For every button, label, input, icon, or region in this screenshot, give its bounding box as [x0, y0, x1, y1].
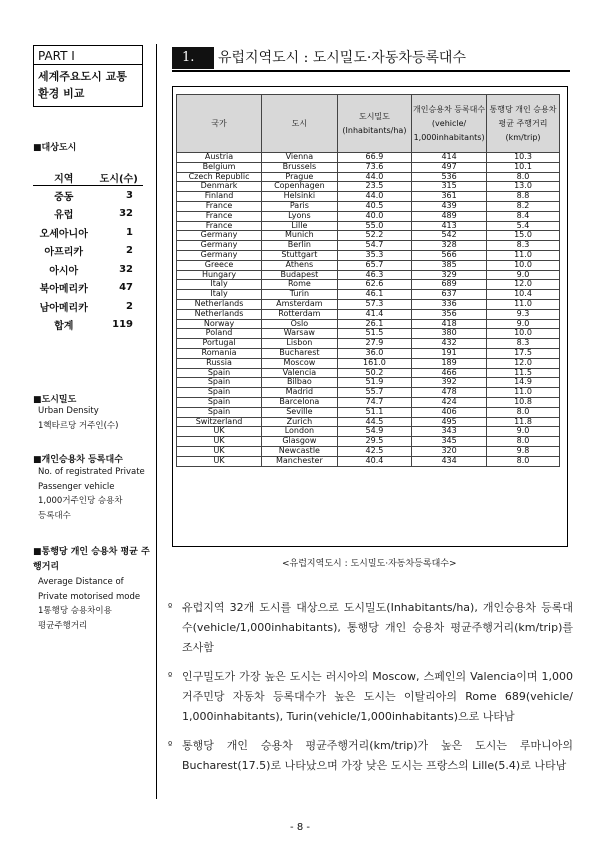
- cell-country: Finland: [177, 192, 262, 202]
- cell-country: UK: [177, 456, 262, 466]
- table-row: [177, 192, 560, 202]
- vehicles-line: 등록대수: [38, 510, 71, 521]
- cell-distance: 10.8: [487, 397, 560, 407]
- regions-header-cell: 도시(수): [94, 170, 143, 186]
- cell-vehicles: 356: [412, 309, 487, 319]
- vehicles-heading: ■개인승용차 등록대수: [33, 455, 123, 465]
- cell-density: 40.0: [337, 211, 411, 221]
- cell-country: Spain: [177, 407, 262, 417]
- header-vehicles: 개인승용차 등록대수 (vehicle/ 1,000inhabitants): [412, 95, 487, 153]
- header-city: 도시: [262, 95, 338, 153]
- region-name: 유럽: [54, 210, 74, 222]
- cell-city: Vienna: [262, 153, 338, 163]
- region-row: [33, 223, 143, 242]
- cell-density: 46.3: [337, 270, 411, 280]
- region-row: [33, 279, 143, 298]
- table-row: [177, 260, 560, 270]
- cell-distance: 9.3: [487, 309, 560, 319]
- cell-city: London: [262, 427, 338, 437]
- cell-city: Barcelona: [262, 397, 338, 407]
- cell-density: 44.0: [337, 192, 411, 202]
- cell-vehicles: 320: [412, 446, 487, 456]
- cell-distance: 14.9: [487, 378, 560, 388]
- cell-density: 27.9: [337, 339, 411, 349]
- cell-country: UK: [177, 446, 262, 456]
- cell-city: Warsaw: [262, 329, 338, 339]
- header-country: 국가: [177, 95, 262, 153]
- cell-city: Paris: [262, 201, 338, 211]
- region-name: 합계: [54, 321, 74, 333]
- cell-country: Spain: [177, 397, 262, 407]
- cell-distance: 8.4: [487, 211, 560, 221]
- cell-density: 161.0: [337, 358, 411, 368]
- table-caption: <유럽지역도시 : 도시밀도·자동차등록대수>: [282, 559, 457, 569]
- header-distance: 통행당 개인 승용차 평균 주행거리 (km/trip): [487, 95, 560, 153]
- cell-city: Moscow: [262, 358, 338, 368]
- cell-city: Newcastle: [262, 446, 338, 456]
- region-name: 아프리카: [44, 247, 84, 259]
- table-row: [177, 241, 560, 251]
- cell-country: UK: [177, 427, 262, 437]
- cell-density: 41.4: [337, 309, 411, 319]
- cell-vehicles: 328: [412, 241, 487, 251]
- cell-vehicles: 343: [412, 427, 487, 437]
- region-count: 119: [112, 319, 133, 331]
- cell-city: Berlin: [262, 241, 338, 251]
- cell-vehicles: 536: [412, 172, 487, 182]
- cell-density: 62.6: [337, 280, 411, 290]
- density-heading: ■도시밀도: [33, 395, 77, 405]
- cell-density: 57.3: [337, 299, 411, 309]
- cell-country: France: [177, 211, 262, 221]
- bullet-text: 통행당 개인 승용차 평균주행거리(km/trip)가 높은 도시는 루마니아의 Bucharest(17.5)로 나타났으며 가장 낮은 도시는 프랑스의 Lille(5.4)로 나타남: [182, 739, 573, 772]
- vehicles-description: [38, 465, 153, 523]
- cell-density: 55.7: [337, 388, 411, 398]
- table-row: [177, 456, 560, 466]
- cell-city: Zurich: [262, 417, 338, 427]
- cell-country: Portugal: [177, 339, 262, 349]
- cell-density: 54.9: [337, 427, 411, 437]
- cell-city: Glasgow: [262, 437, 338, 447]
- density-line: 1헥타르당 거주인(수): [38, 420, 119, 431]
- cell-city: Stuttgart: [262, 250, 338, 260]
- region-count: 32: [119, 263, 133, 275]
- region-name: 남아메리카: [39, 302, 88, 314]
- cell-density: 44.0: [337, 172, 411, 182]
- cell-density: 65.7: [337, 260, 411, 270]
- cell-vehicles: 439: [412, 201, 487, 211]
- header-density: 도시밀도 (Inhabitants/ha): [337, 95, 411, 153]
- bullet-item: [168, 598, 573, 658]
- table-row: [177, 290, 560, 300]
- cell-vehicles: 489: [412, 211, 487, 221]
- region-count: 2: [126, 245, 133, 257]
- region-count: 32: [119, 208, 133, 220]
- cell-country: UK: [177, 437, 262, 447]
- cell-country: Czech Republic: [177, 172, 262, 182]
- column-divider: [156, 44, 157, 799]
- table-row: [177, 437, 560, 447]
- vehicles-line: Passenger vehicle: [38, 481, 115, 492]
- cell-distance: 10.0: [487, 329, 560, 339]
- section-number: 1.: [172, 47, 214, 69]
- table-row: [177, 446, 560, 456]
- density-line: Urban Density: [38, 406, 99, 416]
- cell-distance: 11.0: [487, 299, 560, 309]
- part-label: PART Ⅰ: [33, 45, 143, 65]
- cell-vehicles: 191: [412, 348, 487, 358]
- cell-distance: 10.1: [487, 162, 560, 172]
- region-count: 47: [119, 282, 133, 294]
- cell-density: 51.1: [337, 407, 411, 417]
- section-title: 유럽지역도시 : 도시밀도·자동차등록대수: [218, 50, 466, 66]
- cell-distance: 8.0: [487, 456, 560, 466]
- cell-distance: 10.3: [487, 153, 560, 163]
- regions-header-row: [33, 170, 143, 186]
- table-row: [177, 153, 560, 163]
- cell-density: 51.5: [337, 329, 411, 339]
- cell-distance: 13.0: [487, 182, 560, 192]
- cell-distance: 12.0: [487, 358, 560, 368]
- cell-vehicles: 466: [412, 368, 487, 378]
- cell-country: Norway: [177, 319, 262, 329]
- distance-description: [38, 575, 153, 633]
- cell-city: Lyons: [262, 211, 338, 221]
- cell-distance: 11.0: [487, 388, 560, 398]
- table-row: [177, 388, 560, 398]
- cell-distance: 8.8: [487, 192, 560, 202]
- cell-distance: 11.5: [487, 368, 560, 378]
- region-row: [33, 186, 143, 205]
- cell-density: 26.1: [337, 319, 411, 329]
- cell-country: Belgium: [177, 162, 262, 172]
- cell-distance: 10.4: [487, 290, 560, 300]
- distance-line: 1통행당 승용차이용: [38, 606, 112, 616]
- cell-density: 52.2: [337, 231, 411, 241]
- table-header-row: [177, 95, 560, 153]
- table-row: [177, 201, 560, 211]
- cell-vehicles: 418: [412, 319, 487, 329]
- cell-vehicles: 336: [412, 299, 487, 309]
- bullet-text: 유럽지역 32개 도시를 대상으로 도시밀도(Inhabitants/ha), 개인승용차 등록대수(vehicle/1,000inhabitants), 통행당 개인 승용차 평균주행거리(km/trip)를 조사함: [182, 601, 573, 654]
- cell-vehicles: 329: [412, 270, 487, 280]
- cell-density: 51.9: [337, 378, 411, 388]
- page-number: - 8 -: [290, 822, 310, 833]
- title-underline: [172, 70, 570, 72]
- cell-vehicles: 189: [412, 358, 487, 368]
- cell-distance: 8.3: [487, 339, 560, 349]
- table-row: [177, 407, 560, 417]
- distance-line: Private motorised mode: [38, 591, 141, 602]
- cell-city: Budapest: [262, 270, 338, 280]
- cell-country: Italy: [177, 290, 262, 300]
- cell-country: Greece: [177, 260, 262, 270]
- cell-density: 73.6: [337, 162, 411, 172]
- cell-country: Netherlands: [177, 299, 262, 309]
- cell-country: Denmark: [177, 182, 262, 192]
- cell-city: Copenhagen: [262, 182, 338, 192]
- cell-density: 35.3: [337, 250, 411, 260]
- cell-density: 44.5: [337, 417, 411, 427]
- cell-city: Prague: [262, 172, 338, 182]
- region-count: 2: [126, 300, 133, 312]
- density-description: [38, 404, 153, 433]
- cell-country: Spain: [177, 388, 262, 398]
- cell-vehicles: 497: [412, 162, 487, 172]
- region-name: 중동: [54, 191, 74, 203]
- cell-city: Seville: [262, 407, 338, 417]
- table-row: [177, 309, 560, 319]
- cell-country: Hungary: [177, 270, 262, 280]
- cell-distance: 17.5: [487, 348, 560, 358]
- cell-distance: 9.0: [487, 427, 560, 437]
- cell-distance: 9.0: [487, 270, 560, 280]
- bullet-marker: º: [168, 603, 173, 613]
- cell-distance: 8.0: [487, 172, 560, 182]
- cell-density: 46.1: [337, 290, 411, 300]
- cell-vehicles: 413: [412, 221, 487, 231]
- cell-city: Brussels: [262, 162, 338, 172]
- cell-city: Madrid: [262, 388, 338, 398]
- cell-vehicles: 345: [412, 437, 487, 447]
- region-row: [33, 205, 143, 224]
- table-row: [177, 250, 560, 260]
- cell-city: Rotterdam: [262, 309, 338, 319]
- table-row: [177, 339, 560, 349]
- cell-distance: 8.3: [487, 241, 560, 251]
- table-row: [177, 397, 560, 407]
- cell-density: 36.0: [337, 348, 411, 358]
- cell-density: 66.9: [337, 153, 411, 163]
- cell-distance: 5.4: [487, 221, 560, 231]
- cell-distance: 8.0: [487, 407, 560, 417]
- cell-distance: 11.0: [487, 250, 560, 260]
- bullet-marker: º: [168, 741, 173, 751]
- cell-vehicles: 406: [412, 407, 487, 417]
- cell-vehicles: 542: [412, 231, 487, 241]
- cell-country: Romania: [177, 348, 262, 358]
- cell-vehicles: 434: [412, 456, 487, 466]
- cell-vehicles: 392: [412, 378, 487, 388]
- cell-city: Athens: [262, 260, 338, 270]
- city-table: [176, 94, 560, 467]
- cell-country: Germany: [177, 250, 262, 260]
- cell-distance: 12.0: [487, 280, 560, 290]
- cell-country: Spain: [177, 378, 262, 388]
- cell-city: Bucharest: [262, 348, 338, 358]
- cell-country: Germany: [177, 231, 262, 241]
- table-row: [177, 299, 560, 309]
- cell-city: Lisbon: [262, 339, 338, 349]
- cell-vehicles: 495: [412, 417, 487, 427]
- region-row: [33, 316, 143, 335]
- cell-distance: 9.8: [487, 446, 560, 456]
- cell-country: Italy: [177, 280, 262, 290]
- distance-line: Average Distance of: [38, 577, 124, 587]
- region-row: [33, 260, 143, 279]
- cell-density: 74.7: [337, 397, 411, 407]
- cell-country: Switzerland: [177, 417, 262, 427]
- cell-country: Poland: [177, 329, 262, 339]
- cell-city: Valencia: [262, 368, 338, 378]
- cell-vehicles: 414: [412, 153, 487, 163]
- cell-density: 40.5: [337, 201, 411, 211]
- cell-distance: 15.0: [487, 231, 560, 241]
- cell-city: Manchester: [262, 456, 338, 466]
- cell-country: France: [177, 201, 262, 211]
- cell-city: Helsinki: [262, 192, 338, 202]
- region-name: 오세아니아: [39, 228, 88, 240]
- regions-table: [33, 170, 143, 334]
- cell-density: 23.5: [337, 182, 411, 192]
- cell-city: Lille: [262, 221, 338, 231]
- cell-vehicles: 385: [412, 260, 487, 270]
- cell-density: 55.0: [337, 221, 411, 231]
- cell-vehicles: 689: [412, 280, 487, 290]
- region-count: 3: [126, 189, 133, 201]
- cell-city: Munich: [262, 231, 338, 241]
- region-name: 아시아: [49, 265, 79, 277]
- bullet-text: 인구밀도가 가장 높은 도시는 러시아의 Moscow, 스페인의 Valencia이며 1,000거주민당 자동차 등록대수가 높은 도시는 이탈리아의 Rome 689(vehicle/ 1,000inhabitants), Turin(vehicle/1,000inhabitants)으로 나타남: [182, 670, 573, 723]
- cell-country: Spain: [177, 368, 262, 378]
- cell-distance: 9.0: [487, 319, 560, 329]
- cell-density: 40.4: [337, 456, 411, 466]
- cell-city: Rome: [262, 280, 338, 290]
- cell-vehicles: 361: [412, 192, 487, 202]
- table-row: [177, 358, 560, 368]
- table-row: [177, 162, 560, 172]
- bullet-marker: º: [168, 672, 173, 682]
- cell-city: Turin: [262, 290, 338, 300]
- cell-city: Amsterdam: [262, 299, 338, 309]
- cell-country: Russia: [177, 358, 262, 368]
- region-row: [33, 297, 143, 316]
- cell-vehicles: 566: [412, 250, 487, 260]
- bullet-item: [168, 736, 573, 776]
- cell-city: Oslo: [262, 319, 338, 329]
- cell-density: 50.2: [337, 368, 411, 378]
- cell-distance: 8.2: [487, 201, 560, 211]
- cell-country: France: [177, 221, 262, 231]
- table-row: [177, 211, 560, 221]
- region-row: [33, 242, 143, 261]
- cell-vehicles: 637: [412, 290, 487, 300]
- bullet-item: [168, 667, 573, 727]
- part-subtitle: 세계주요도시 교통 환경 비교: [33, 65, 143, 107]
- regions-heading: ■대상도시: [33, 143, 77, 153]
- distance-heading: ■통행당 개인 승용차 평균 주행거리: [33, 547, 150, 572]
- cell-density: 54.7: [337, 241, 411, 251]
- vehicles-line: No. of registrated Private: [38, 467, 145, 477]
- cell-vehicles: 432: [412, 339, 487, 349]
- region-count: 1: [126, 226, 133, 238]
- cell-distance: 11.8: [487, 417, 560, 427]
- cell-vehicles: 315: [412, 182, 487, 192]
- table-row: [177, 348, 560, 358]
- cell-country: Netherlands: [177, 309, 262, 319]
- cell-country: Austria: [177, 153, 262, 163]
- cell-city: Bilbao: [262, 378, 338, 388]
- summary-bullets: [168, 598, 573, 785]
- cell-vehicles: 380: [412, 329, 487, 339]
- cell-vehicles: 478: [412, 388, 487, 398]
- cell-country: Germany: [177, 241, 262, 251]
- vehicles-line: 1,000거주인당 승용차: [38, 496, 123, 506]
- region-name: 북아메리카: [39, 284, 88, 296]
- cell-density: 29.5: [337, 437, 411, 447]
- cell-distance: 10.0: [487, 260, 560, 270]
- regions-header-cell: 지역: [33, 170, 94, 186]
- cell-density: 42.5: [337, 446, 411, 456]
- distance-line: 평균주행거리: [38, 620, 88, 631]
- cell-distance: 8.0: [487, 437, 560, 447]
- cell-vehicles: 424: [412, 397, 487, 407]
